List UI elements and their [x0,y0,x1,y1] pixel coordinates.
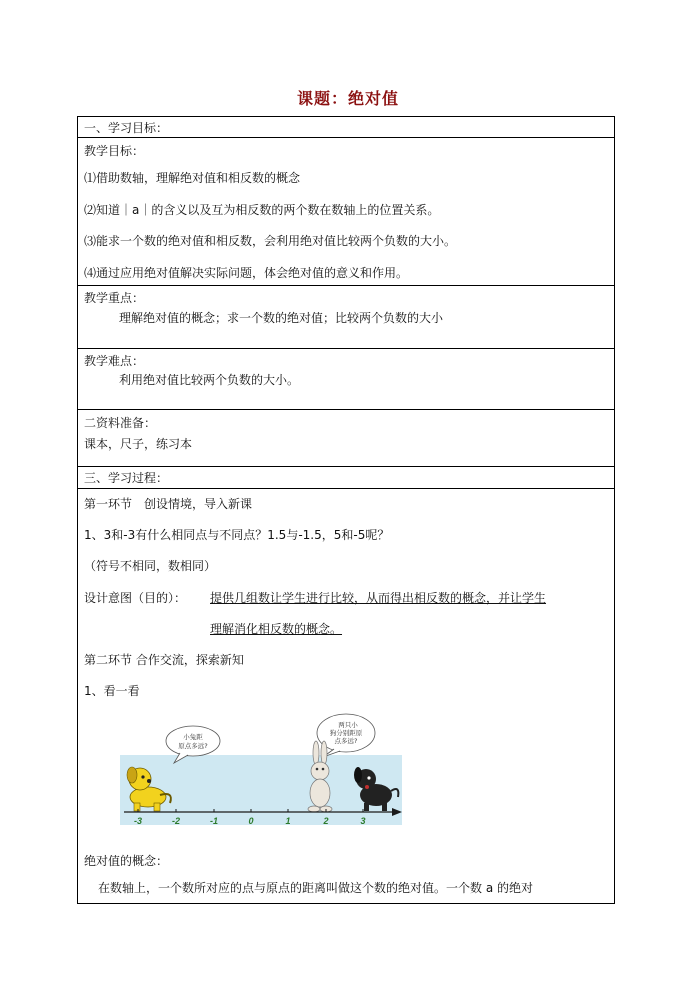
left-bubble-line2: 原点多远? [178,742,208,750]
key-points-row [78,286,614,349]
right-bubble-line1: 两只小 [338,721,358,729]
right-bubble-line3: 点多远? [334,737,358,745]
tick-label: -3 [133,816,143,826]
left-bubble-line1: 小兔距 [183,733,203,741]
teaching-goals-row [78,138,614,286]
objectives-heading: 一、学习目标： [84,121,169,135]
abs-concept-text: 在数轴上，一个数所对应的点与原点的距离叫做这个数的绝对值。一个数 a 的绝对 [98,881,533,895]
step2-title: 第二环节 合作交流，探索新知 [84,653,244,667]
tick-label: 3 [360,816,366,826]
tick-label: -2 [171,816,181,826]
left-speech-bubble [166,726,220,756]
goal-item: ⑵知道｜a｜的含义以及互为相反数的两个数在数轴上的位置关系。 [84,203,440,217]
goal-item: ⑴借助数轴，理解绝对值和相反数的概念 [84,171,301,185]
tick-label: 0 [248,816,254,826]
goal-item: ⑶能求一个数的绝对值和相反数，会利用绝对值比较两个负数的大小。 [84,234,457,248]
design-intent-line2: 理解消化相反数的概念。 [210,622,343,636]
key-points-text: 理解绝对值的概念；求一个数的绝对值；比较两个负数的大小 [119,311,444,325]
right-bubble-line2: 狗分别距原 [329,729,363,737]
process-heading-row [78,467,614,489]
materials-row [78,410,614,467]
design-intent-line1: 提供几组数让学生进行比较，从而得出相反数的概念，并让学生 [210,591,547,605]
tick-label: 1 [285,816,291,826]
tick-label: 2 [323,816,329,826]
materials-text: 课本，尺子，练习本 [84,437,193,451]
materials-heading: 二资料准备： [84,416,157,430]
difficulties-row [78,349,614,410]
answer-text: （符号不相同，数相同） [84,559,217,573]
design-intent-label: 设计意图（目的）： [84,591,187,605]
number-line-illustration [118,711,418,835]
process-heading: 三、学习过程： [84,471,169,485]
step1-title: 第一环节 创设情境，导入新课 [84,497,253,511]
key-points-heading: 教学重点： [84,291,145,305]
abs-concept-heading: 绝对值的概念： [84,854,169,868]
teaching-goals-heading: 教学目标： [84,144,145,158]
tick-label: -1 [209,816,219,826]
sky-background [120,755,402,825]
question-text: 1、3和-3有什么相同点与不同点？1.5与-1.5，5和-5呢？ [84,528,390,542]
objectives-heading-row [78,117,614,138]
difficulties-heading: 教学难点： [84,354,145,368]
difficulties-text: 利用绝对值比较两个负数的大小。 [119,373,300,387]
lesson-table [77,116,615,904]
look-label: 1、看一看 [84,684,140,698]
goal-item: ⑷通过应用绝对值解决实际问题，体会绝对值的意义和作用。 [84,266,409,280]
page-title: 课题：绝对值 [296,89,399,108]
process-row [78,489,614,903]
